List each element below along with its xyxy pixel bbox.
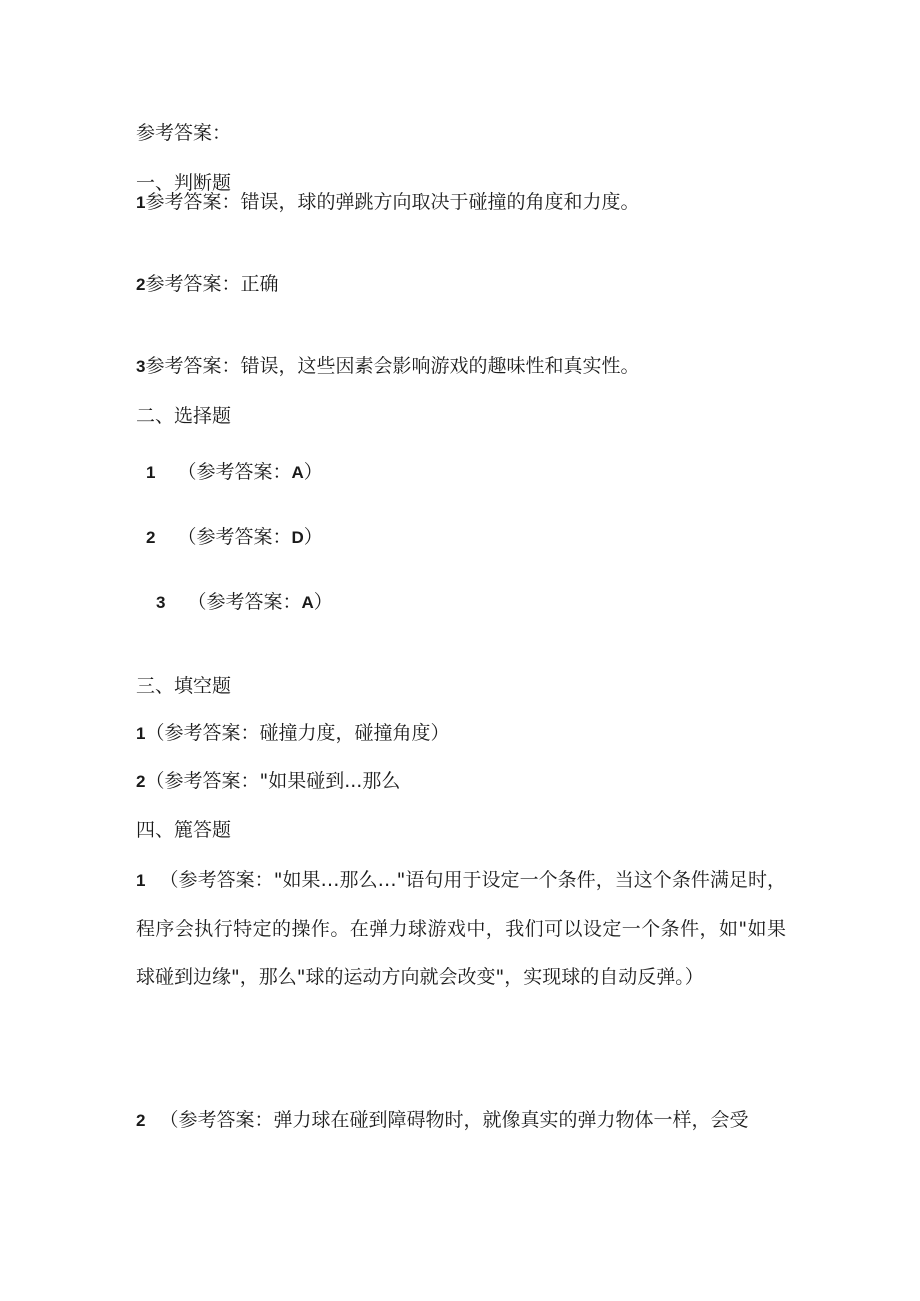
item-text: 参考答案：正确 — [145, 273, 279, 295]
item-number: 1 — [136, 871, 146, 890]
item-suffix: ） — [303, 461, 323, 483]
item-number: 1 — [146, 463, 156, 482]
item-suffix: ） — [313, 591, 333, 613]
judge-item-1 — [136, 190, 639, 215]
section-title-choice: 二、选择题 — [136, 405, 232, 427]
item-text: 参考答案：错误，这些因素会影响游戏的趣味性和真实性。 — [145, 355, 640, 377]
choice-item-3 — [156, 590, 333, 615]
answer-letter: A — [301, 593, 314, 612]
item-number: 2 — [136, 275, 146, 294]
choice-item-1 — [146, 460, 323, 485]
judge-item-3 — [136, 354, 639, 379]
answer-header-text: 参考答案： — [136, 122, 232, 144]
answer-letter: A — [291, 463, 304, 482]
item-number: 2 — [146, 528, 156, 547]
section-title-fill: 三、填空题 — [136, 675, 232, 697]
item-number: 3 — [156, 593, 166, 612]
short-item-1 — [136, 856, 786, 1001]
item-prefix: （参考答案： — [177, 461, 292, 483]
section-title-judge: 一、判断题 — [136, 172, 232, 194]
item-text: （参考答案：弹力球在碰到障碍物时，就像真实的弹力物体一样，会受 — [159, 1109, 749, 1131]
fill-item-1 — [136, 721, 449, 746]
item-number: 2 — [136, 772, 146, 791]
item-number: 2 — [136, 1111, 146, 1130]
item-text: （参考答案："如果碰到...那么 — [145, 770, 401, 792]
item-suffix: ） — [303, 526, 323, 548]
item-prefix: （参考答案： — [177, 526, 292, 548]
fill-item-2 — [136, 769, 400, 794]
judge-item-2 — [136, 272, 278, 297]
item-prefix: （参考答案： — [187, 591, 302, 613]
answer-header — [136, 121, 231, 145]
short-item-2 — [136, 1096, 786, 1145]
choice-item-2 — [146, 525, 323, 550]
answer-letter: D — [291, 528, 304, 547]
item-text: （参考答案：碰撞力度，碰撞角度） — [145, 722, 450, 744]
item-number: 1 — [136, 193, 146, 212]
item-text: 参考答案：错误，球的弹跳方向取决于碰撞的角度和力度。 — [145, 191, 640, 213]
item-number: 3 — [136, 357, 146, 376]
item-text: （参考答案："如果…那么…"语句用于设定一个条件，当这个条件满足时，程序会执行特定的操作。在弹力球游戏中，我们可以设定一个条件，如"如果球碰到边缘"，那么"球的运动方向就会改变"，实现球的自动反弹。） — [136, 869, 786, 988]
item-number: 1 — [136, 724, 146, 743]
section-title-short: 四、簏答题 — [136, 819, 232, 841]
